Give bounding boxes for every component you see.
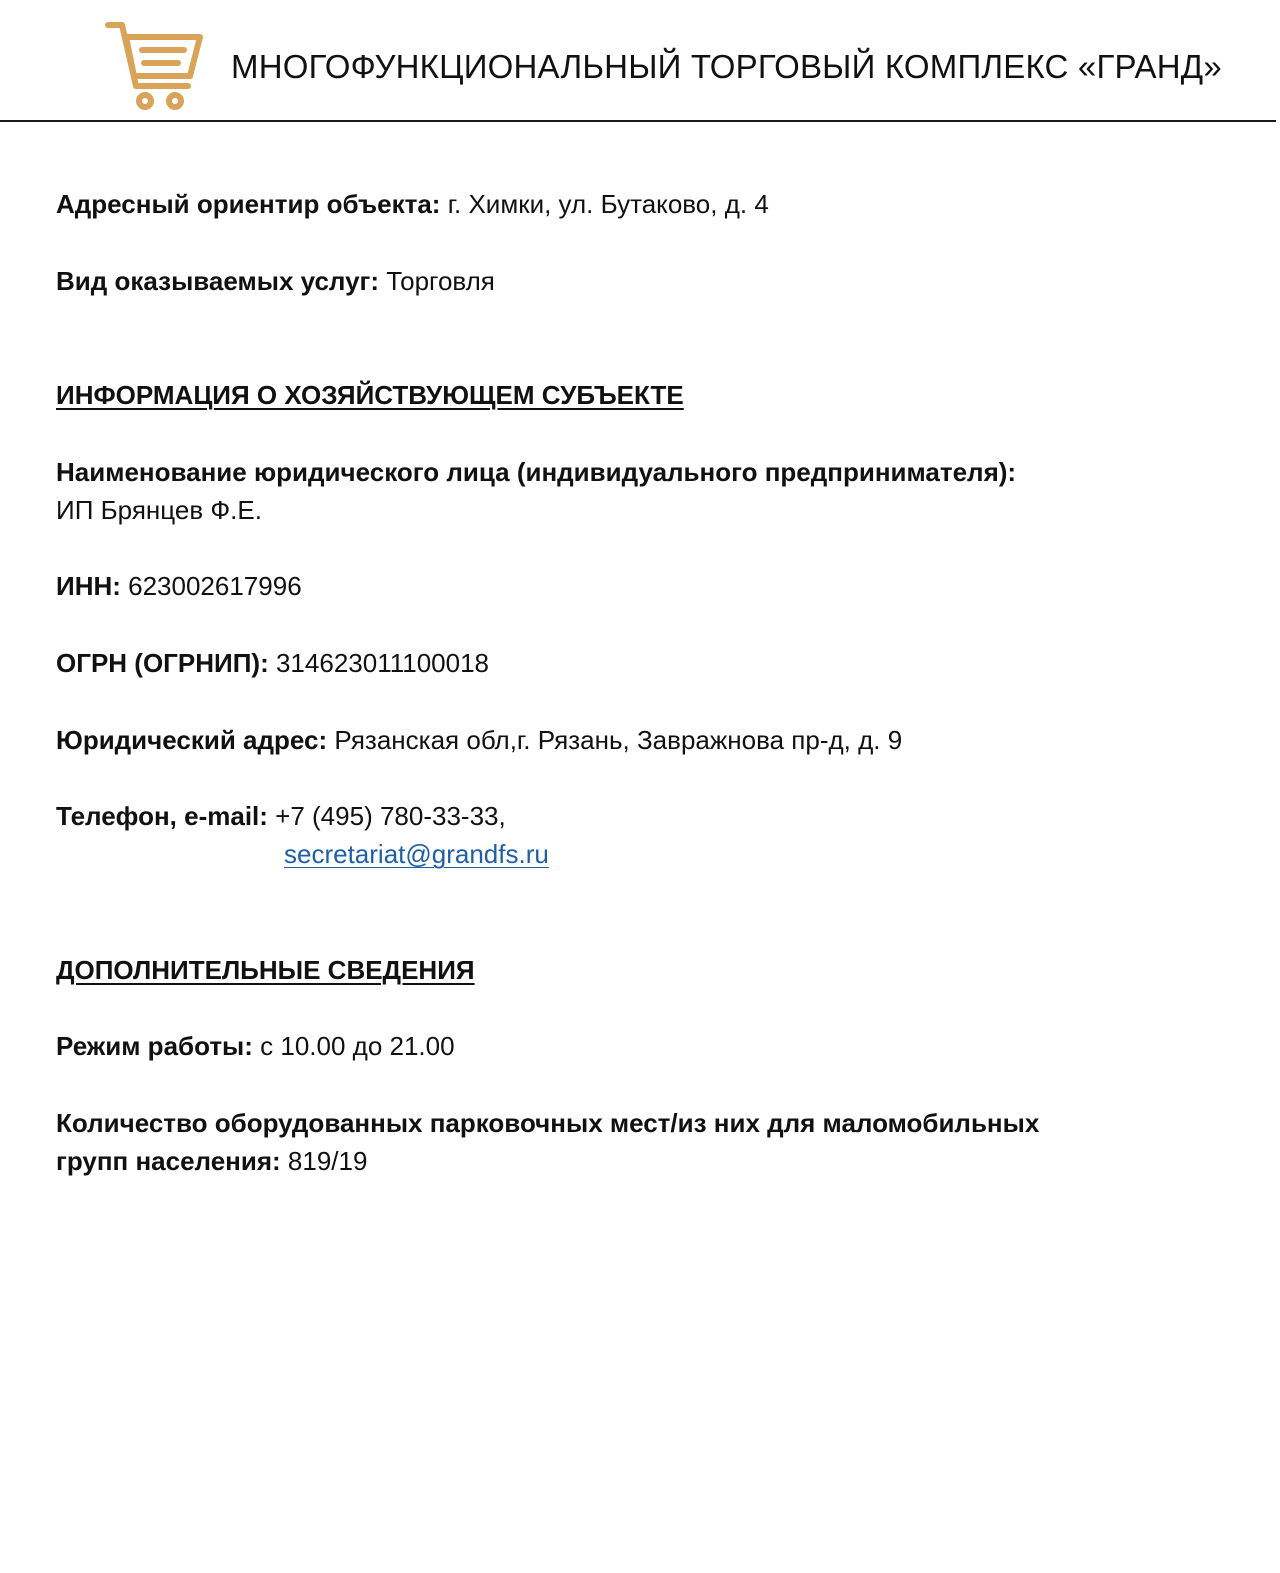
parking-label-line-1: Количество оборудованных парковочных мест/из них для маломобильных xyxy=(56,1108,1040,1138)
page-header xyxy=(0,0,1276,122)
entity-section-heading: ИНФОРМАЦИЯ О ХОЗЯЙСТВУЮЩЕМ СУБЪЕКТЕ xyxy=(56,380,684,410)
services-label: Вид оказываемых услуг: xyxy=(56,266,380,296)
inn-line xyxy=(56,567,302,605)
object-address-line xyxy=(56,185,769,223)
entity-name-value: ИП Брянцев Ф.Е. xyxy=(56,495,262,525)
phone-value: +7 (495) 780-33-33, xyxy=(267,801,506,831)
inn-value: 623002617996 xyxy=(120,571,302,601)
entity-name-label: Наименование юридического лица (индивидуального предпринимателя): xyxy=(56,457,1017,487)
legal-address-label: Юридический адрес: xyxy=(56,725,328,755)
email-link[interactable]: secretariat@grandfs.ru xyxy=(284,839,549,869)
working-hours-label: Режим работы: xyxy=(56,1031,253,1061)
address-label: Адресный ориентир объекта: xyxy=(56,189,441,219)
legal-address-value: Рязанская обл,г. Рязань, Завражнова пр-д, д. 9 xyxy=(327,725,903,755)
ogrn-value: 314623011100018 xyxy=(268,648,490,678)
working-hours-value: с 10.00 до 21.00 xyxy=(252,1031,455,1061)
page-title: МНОГОФУНКЦИОНАЛЬНЫЙ ТОРГОВЫЙ КОМПЛЕКС «ГРАНД» xyxy=(231,48,1222,85)
services-value: Торговля xyxy=(379,266,495,296)
ogrn-line xyxy=(56,644,489,682)
services-line xyxy=(56,262,495,300)
additional-section-heading: ДОПОЛНИТЕЛЬНЫЕ СВЕДЕНИЯ xyxy=(56,955,475,985)
working-hours-line xyxy=(56,1027,455,1065)
parking-label-line-2: групп населения: xyxy=(56,1146,281,1176)
ogrn-label: ОГРН (ОГРНИП): xyxy=(56,648,269,678)
shopping-cart-icon xyxy=(104,20,208,112)
legal-address-line xyxy=(56,721,902,759)
parking-line-2 xyxy=(56,1142,367,1180)
address-value: г. Химки, ул. Бутаково, д. 4 xyxy=(440,189,769,219)
contacts-line xyxy=(56,797,506,835)
contacts-label: Телефон, e-mail: xyxy=(56,801,268,831)
inn-label: ИНН: xyxy=(56,571,121,601)
parking-value: 819/19 xyxy=(280,1146,368,1176)
